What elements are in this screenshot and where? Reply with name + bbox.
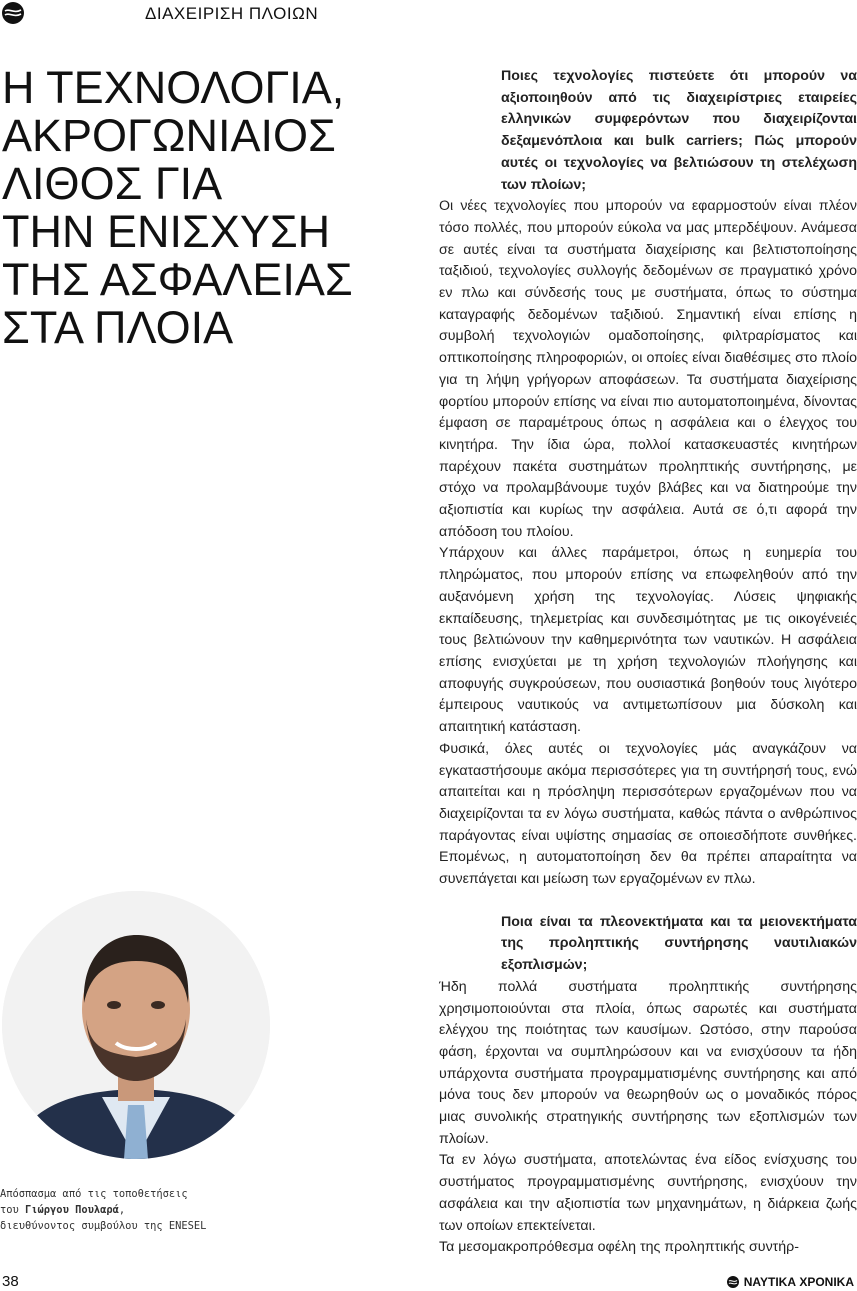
paragraph-spacer <box>439 891 857 912</box>
wave-circle-icon <box>2 2 24 24</box>
wave-circle-icon <box>727 1276 739 1288</box>
interview-question: Ποια είναι τα πλεονεκτήματα και τα μειονεκτήματα της προληπτικής συντήρησης ναυτιλιακών εξοπλισμών; <box>501 913 857 974</box>
answer-paragraph: Οι νέες τεχνολογίες που μπορούν να εφαρμοστούν είναι πλέον τόσο πολλές, που μπορούν εύκολα να μας μπερδέψουν. Ανάμεσα σε αυτές είναι τα συστήματα διαχείρισης και βελτιστοποίησης ταξιδιού, τεχνολογίες συλλογής δεδομένων σε πραγματικό χρόνο εν πλω και σύνδεσής τους με συστήματα, όπως το σύστημα καταγραφής δεδομένων ταξιδιού. Σημαντική είναι επίσης η συμβολή τεχνολογιών ομαδοποίησης, φιλτραρίσματος και οπτικοποίησης πληροφοριών, οι οποίες είναι διαθέσιμες στο πλοίο για τη λήψη γρήγορων αποφάσεων. Τα συστήματα διαχείρισης φορτίου μπορούν επίσης να είναι πιο αυτοματοποιημένα, δίνοντας έμφαση σε παραμέτρους όπως η ασφάλεια και ο έλεγχος του κινητήρα. Την ίδια ώρα, πολλοί κατασκευαστές κινητήρων παρέχουν πακέτα συστημάτων προληπτικής συντήρησης, με στόχο να προλαμβάνουμε τυχόν βλάβες και να διατηρούμε την αξιοπιστία και κυρίως την ασφάλεια. Αυτά σε ό,τι αφορά την απόδοση του πλοίου. <box>439 198 857 540</box>
caption-line: Απόσπασμα από τις τοποθετήσεις <box>0 1188 188 1200</box>
interview-question: Ποιες τεχνολογίες πιστεύετε ότι μπορούν να αξιοποιηθούν από τις διαχειρίστριες εταιρείες ελληνικών συμφερόντων που διαχειρίζονται δεξαμενόπλοια και bulk carriers; Πώς μπορούν αυτές οι τεχνολογίες να βελτιώσουν τη στελέχωση των πλοίων; <box>501 68 857 193</box>
caption-line: διευθύνοντος συμβούλου της ENESEL <box>0 1220 207 1232</box>
headline-line: ΤΗΝ ΕΝΙΣΧΥΣΗ <box>2 206 331 257</box>
article-headline <box>2 64 382 352</box>
headline-line: ΛΙΘΟΣ ΓΙΑ <box>2 158 223 209</box>
headline-line: Η ΤΕΧΝΟΛΟΓΙΑ, <box>2 62 345 113</box>
caption-prefix: του <box>0 1204 26 1216</box>
page-number: 38 <box>2 1273 19 1290</box>
section-label: ΔΙΑΧΕΙΡΙΣΗ ΠΛΟΙΩΝ <box>145 4 319 23</box>
caption-line <box>0 1202 260 1218</box>
answer-paragraph: Τα μεσομακροπρόθεσμα οφέλη της προληπτικής συντήρ- <box>439 1239 799 1256</box>
headline-line: ΣΤΑ ΠΛΟΙΑ <box>2 302 234 353</box>
caption-person-name: Γιώργου Πουλαρά <box>25 1204 119 1216</box>
caption-suffix: , <box>118 1204 126 1216</box>
answer-paragraph: Υπάρχουν και άλλες παράμετροι, όπως η ευημερία του πληρώματος, που μπορούν επίσης να επωφεληθούν από την αυξανόμενη χρήση της τεχνολογίας. Λύσεις ψηφιακής εκπαίδευσης, τηλεμετρίας και συνδεσιμότητας με τις οικογένειές τους βελτιώνουν την καθημερινότητα των ναυτικών. Η ασφάλεια επίσης ενισχύεται με τη χρήση τεχνολογιών πλοήγησης και αποφυγής συγκρούσεων, που ουσιαστικά βοηθούν τους λιγότερο έμπειρους ναυτικούς να αντιμετωπίσουν μια δύσκολη και απαιτητική κατάσταση. <box>439 545 857 736</box>
footer-brand <box>727 1275 854 1289</box>
answer-paragraph: Τα εν λόγω συστήματα, αποτελώντας ένα είδος ενίσχυσης του συστήματος προγραμματισμένης συντήρησης, ενισχύουν την ασφάλεια και την αξιοπιστία των μηχανημάτων, η διάρκεια ζωής των οποίων επεκτείνεται. <box>439 1152 857 1234</box>
headline-line: ΑΚΡΟΓΩΝΙΑΙΟΣ <box>2 110 336 161</box>
headline-line: ΤΗΣ ΑΣΦΑΛΕΙΑΣ <box>2 254 353 305</box>
photo-caption <box>0 1186 260 1234</box>
answer-paragraph: Φυσικά, όλες αυτές οι τεχνολογίες μάς αναγκάζουν να εγκαταστήσουμε ακόμα περισσότερες για τη συντήρησή τους, ενώ απαιτείται και η πρόσληψη περισσότερων εργαζομένων που να διαχειρίζονται τα εν λόγω συστήματα, καθώς πάντα ο ανθρώπινος παράγοντας είναι υψίστης σημασίας σε οποιεσδήποτε συνθήκες. Επομένως, η αυτοματοποίηση δεν θα πρέπει απαραίτητα να συνεπάγεται και μείωση των εργαζομένων εν πλω. <box>439 740 857 888</box>
article-body <box>439 66 857 1259</box>
brand-name: ΝΑΥΤΙΚΑ ΧΡΟΝΙΚΑ <box>743 1275 854 1289</box>
portrait-photo <box>2 891 270 1159</box>
answer-paragraph: Ήδη πολλά συστήματα προληπτικής συντήρησης χρησιμοποιούνται στα πλοία, όπως σαρωτές και συστήματα ελέγχου της ποιότητας των καυσίμων. Ωστόσο, στην παρούσα φάση, έρχονται να συμπληρώσουν και να ενισχύσουν τα ήδη υπάρχοντα συστήματα προγραμματισμένης συντήρησης και από μόνα τους δεν μπορούν να θεωρηθούν ως ο μοναδικός πόρος μιας συνολικής στρατηγικής συντήρησης των εξοπλισμών των πλοίων. <box>439 978 857 1147</box>
